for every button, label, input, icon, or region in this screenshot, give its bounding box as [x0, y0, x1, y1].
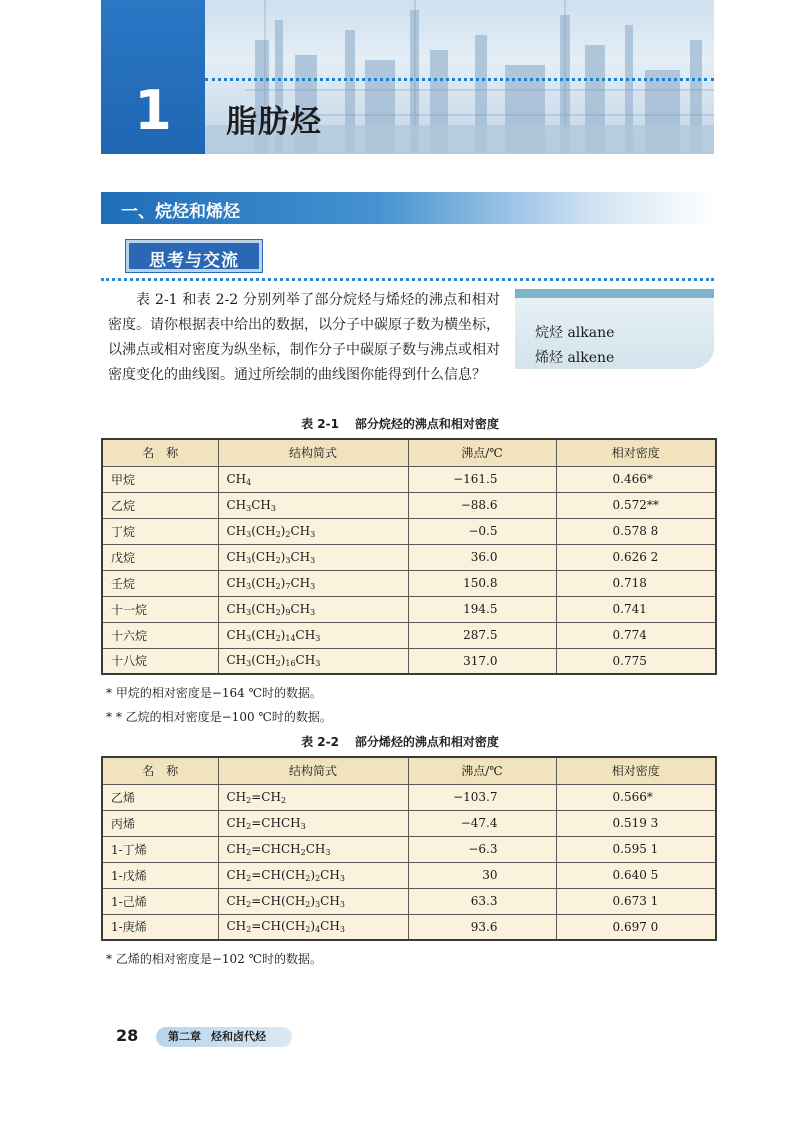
banner-dotted-rule [205, 78, 714, 81]
cell-density: 0.519 3 [556, 810, 716, 836]
cell-boiling-point: 287.5 [408, 622, 556, 648]
cell-boiling-point: −161.5 [408, 466, 556, 492]
table-row [102, 784, 716, 810]
cell-density: 0.578 8 [556, 518, 716, 544]
page-number: 28 [116, 1026, 139, 1045]
table-row [102, 648, 716, 674]
cell-density: 0.640 5 [556, 862, 716, 888]
table-row [102, 622, 716, 648]
cell-density: 0.595 1 [556, 836, 716, 862]
cell-density: 0.673 1 [556, 888, 716, 914]
table-row [102, 518, 716, 544]
chapter-number: 1 [134, 79, 172, 142]
cell-density: 0.741 [556, 596, 716, 622]
vocabulary-sidebar [515, 289, 714, 369]
cell-name: 十八烷 [102, 648, 218, 674]
chapter-tab [156, 1027, 292, 1047]
cell-name: 1-戊烯 [102, 862, 218, 888]
table-row [102, 596, 716, 622]
table2-number: 表 2-2 [301, 735, 339, 749]
header-density: 相对密度 [556, 439, 716, 466]
cell-name: 十六烷 [102, 622, 218, 648]
table-row [102, 544, 716, 570]
table2-note: * 乙烯的相对密度是−102 ℃时的数据。 [106, 952, 323, 966]
cell-formula: $CH_3(CH_2)_{16}CH_3$ [218, 648, 408, 674]
cell-boiling-point: 93.6 [408, 914, 556, 940]
table1-note-2: * * 乙烷的相对密度是−100 ℃时的数据。 [106, 710, 332, 724]
cell-formula: $CH_4$ [218, 466, 408, 492]
cell-boiling-point: 194.5 [408, 596, 556, 622]
cell-boiling-point: 317.0 [408, 648, 556, 674]
cell-name: 1-庚烯 [102, 914, 218, 940]
cell-formula: $CH_2=CH(CH_2)_3CH_3$ [218, 888, 408, 914]
alkene-table [101, 756, 717, 941]
table-row [102, 914, 716, 940]
cell-formula: $CH_2=CH_2$ [218, 784, 408, 810]
cell-density: 0.774 [556, 622, 716, 648]
cell-boiling-point: −88.6 [408, 492, 556, 518]
table-row [102, 570, 716, 596]
table1-number: 表 2-1 [301, 417, 339, 431]
table2-caption [0, 733, 800, 750]
cell-density: 0.466* [556, 466, 716, 492]
cell-name: 丁烷 [102, 518, 218, 544]
header-name: 名 称 [102, 757, 218, 784]
cell-formula: $CH_3(CH_2)_7CH_3$ [218, 570, 408, 596]
cell-formula: $CH_2=CH(CH_2)_4CH_3$ [218, 914, 408, 940]
cell-name: 乙烯 [102, 784, 218, 810]
table1-caption [0, 415, 800, 432]
cell-formula: $CH_3(CH_2)_3CH_3$ [218, 544, 408, 570]
alkane-table [101, 438, 717, 675]
cell-name: 十一烷 [102, 596, 218, 622]
vocab-alkene: 烯烃 alkene [535, 350, 615, 366]
cell-density: 0.626 2 [556, 544, 716, 570]
table1-caption-text: 部分烷烃的沸点和相对密度 [354, 417, 499, 431]
cell-name: 1-丁烯 [102, 836, 218, 862]
table-row [102, 836, 716, 862]
cell-density: 0.775 [556, 648, 716, 674]
table-header-row [102, 757, 716, 784]
alkene-table-body [102, 784, 716, 940]
cell-name: 乙烷 [102, 492, 218, 518]
section-title: 一、烷烃和烯烃 [121, 202, 240, 222]
chapter-title-footer: 烃和卤代烃 [211, 1030, 266, 1043]
cell-formula: $CH_3(CH_2)_2CH_3$ [218, 518, 408, 544]
cell-name: 戊烷 [102, 544, 218, 570]
cell-name: 壬烷 [102, 570, 218, 596]
intro-paragraph: 表 2-1 和表 2-2 分别列举了部分烷烃与烯烃的沸点和相对密度。请你根据表中给出的数据，以分子中碳原子数为横坐标，以沸点或相对密度为纵坐标，制作分子中碳原子数与沸点或相对密度变化的曲线图。通过所绘制的曲线图你能得到什么信息？ [108, 292, 500, 383]
think-discuss-label: 思考与交流 [149, 251, 239, 271]
cell-boiling-point: 30 [408, 862, 556, 888]
header-boiling-point: 沸点/℃ [408, 439, 556, 466]
cell-boiling-point: −6.3 [408, 836, 556, 862]
cell-formula: $CH_2=CHCH_3$ [218, 810, 408, 836]
cell-density: 0.697 0 [556, 914, 716, 940]
cell-formula: $CH_3CH_3$ [218, 492, 408, 518]
cell-formula: $CH_2=CHCH_2CH_3$ [218, 836, 408, 862]
header-formula: 结构简式 [218, 439, 408, 466]
table1-note-1: * 甲烷的相对密度是−164 ℃时的数据。 [106, 686, 323, 700]
cell-formula: $CH_3(CH_2)_{14}CH_3$ [218, 622, 408, 648]
cell-boiling-point: 36.0 [408, 544, 556, 570]
cell-boiling-point: 63.3 [408, 888, 556, 914]
chapter-title: 脂肪烃 [226, 104, 322, 140]
table-row [102, 862, 716, 888]
table2-caption-text: 部分烯烃的沸点和相对密度 [354, 735, 499, 749]
cell-boiling-point: −0.5 [408, 518, 556, 544]
chapter-label: 第二章 [168, 1030, 201, 1043]
header-formula: 结构简式 [218, 757, 408, 784]
alkane-table-body [102, 466, 716, 674]
cell-name: 甲烷 [102, 466, 218, 492]
think-discuss-badge [126, 240, 262, 272]
table-row [102, 492, 716, 518]
cell-density: 0.718 [556, 570, 716, 596]
cell-boiling-point: −103.7 [408, 784, 556, 810]
header-name: 名 称 [102, 439, 218, 466]
cell-formula: $CH_3(CH_2)_9CH_3$ [218, 596, 408, 622]
cell-density: 0.572** [556, 492, 716, 518]
table-row [102, 888, 716, 914]
table-row [102, 810, 716, 836]
cell-name: 丙烯 [102, 810, 218, 836]
section-heading-bar [101, 192, 714, 224]
chapter-number-box [101, 0, 205, 154]
cell-boiling-point: −47.4 [408, 810, 556, 836]
header-boiling-point: 沸点/℃ [408, 757, 556, 784]
table-header-row [102, 439, 716, 466]
chapter-banner [101, 0, 714, 154]
cell-formula: $CH_2=CH(CH_2)_2CH_3$ [218, 862, 408, 888]
vocab-alkane: 烷烃 alkane [535, 325, 615, 341]
header-density: 相对密度 [556, 757, 716, 784]
dotted-divider [101, 278, 714, 281]
cell-boiling-point: 150.8 [408, 570, 556, 596]
cell-name: 1-己烯 [102, 888, 218, 914]
table-row [102, 466, 716, 492]
cell-density: 0.566* [556, 784, 716, 810]
